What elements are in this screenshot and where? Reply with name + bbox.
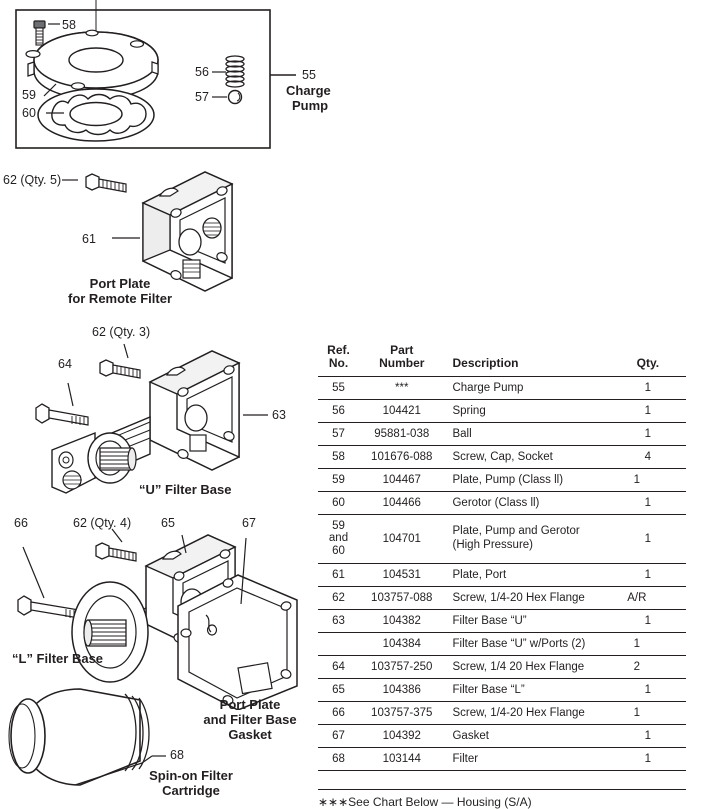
cell-ref-no: 62 [332, 591, 345, 604]
cell-ref-no: 57 [332, 427, 345, 440]
cell-qty: 4 [644, 450, 652, 463]
gerotor-part [38, 89, 154, 141]
table-row [318, 747, 686, 770]
table-row [318, 468, 686, 491]
cell-part-number: 104701 [382, 532, 421, 545]
cell-part-number: 104392 [382, 729, 421, 742]
table-row [318, 701, 686, 724]
cell-part-number: 103757-088 [371, 591, 433, 604]
cell-qty: A/R [627, 591, 647, 604]
cell-qty: 2 [633, 660, 641, 673]
cell-qty: 1 [644, 381, 652, 394]
port-plate-title-line2: for Remote Filter [67, 291, 172, 306]
cell-description: Plate, Port [452, 568, 507, 581]
callout-56: 56 [195, 65, 209, 79]
callout-61: 61 [82, 232, 96, 246]
header-part-line2: Number [379, 356, 425, 371]
cell-part-number: 101676-088 [371, 450, 433, 463]
cell-description: Screw, Cap, Socket [452, 450, 553, 463]
cell-qty: 1 [644, 683, 652, 696]
cell-part-number: 104384 [382, 637, 421, 650]
header-ref-line2: No. [328, 356, 349, 371]
callout-64: 64 [58, 357, 72, 371]
cell-ref-no: 67 [332, 729, 345, 742]
table-row [318, 514, 686, 563]
table-row [318, 724, 686, 747]
cell-ref-no: 66 [332, 706, 345, 719]
u-filter-base-title: “U” Filter Base [139, 482, 232, 497]
table-bottom-rule [318, 770, 686, 771]
header-ref-line1: Ref. [327, 343, 350, 357]
threaded-port-icon [203, 218, 221, 238]
cell-part-number: 103757-250 [371, 660, 433, 673]
cell-qty: 1 [644, 614, 652, 627]
cell-ref-no: 60 [332, 496, 345, 509]
charge-pump-title-line2: Pump [292, 98, 329, 113]
callout-58: 58 [62, 18, 76, 32]
callout-60: 60 [22, 106, 36, 120]
footnote-rule [318, 789, 686, 790]
table-row [318, 655, 686, 678]
cell-description: Filter Base “U” w/Ports (2) [452, 637, 586, 650]
cell-ref-no [318, 632, 359, 655]
cell-ref-no: 63 [332, 614, 345, 627]
cell-qty: 1 [644, 496, 652, 509]
cell-qty: 1 [644, 404, 652, 417]
table-row [318, 399, 686, 422]
header-part-number [359, 340, 444, 376]
cell-qty: 1 [644, 568, 652, 581]
cell-part-number: 104531 [382, 568, 421, 581]
cell-ref-no: 65 [332, 683, 345, 696]
cell-qty: 1 [633, 637, 641, 650]
cell-part-number: 104421 [382, 404, 421, 417]
cell-description: Spring [452, 404, 486, 417]
cell-description: Plate, Pump (Class ll) [452, 473, 564, 486]
leader-64 [68, 383, 73, 406]
cell-ref-no: 56 [332, 404, 345, 417]
callout-67: 67 [242, 516, 256, 530]
header-ref-no [318, 340, 359, 376]
cell-part-number: *** [395, 381, 409, 394]
cell-qty: 1 [644, 752, 652, 765]
cell-description: Charge Pump [452, 381, 524, 394]
cell-qty: 1 [644, 532, 652, 545]
callout-66: 66 [14, 516, 28, 530]
cell-qty: 1 [633, 706, 641, 719]
cell-description: Filter [452, 752, 479, 765]
cell-description: Filter Base “U” [452, 614, 527, 627]
cell-ref-no: 59 [332, 473, 345, 486]
cell-description: Screw, 1/4 20 Hex Flange [452, 660, 585, 673]
cell-part-number: 104466 [382, 496, 421, 509]
port-plate-part [143, 172, 232, 291]
table-row [318, 632, 686, 655]
table-row [318, 422, 686, 445]
leader-62-qty4 [112, 529, 122, 542]
spin-on-filter-title-line2: Cartridge [162, 783, 220, 798]
table-row [318, 678, 686, 701]
cell-description: Ball [452, 427, 472, 440]
spin-on-filter-title-line1: Spin-on Filter [149, 768, 233, 783]
parts-table [318, 340, 686, 771]
table-row [318, 491, 686, 514]
l-filter-base-title: “L” Filter Base [12, 651, 104, 666]
callout-62-qty3: 62 (Qty. 3) [92, 325, 151, 339]
callout-59: 59 [22, 88, 36, 102]
cell-description: Gasket [452, 729, 489, 742]
gasket-title-line1: Port Plate [219, 697, 281, 712]
leader-66 [23, 547, 44, 598]
callout-62-qty4: 62 (Qty. 4) [73, 516, 132, 530]
table-row [318, 376, 686, 399]
cell-description: Screw, 1/4-20 Hex Flange [452, 706, 585, 719]
table-row [318, 445, 686, 468]
cell-description: Plate, Pump and Gerotor (High Pressure) [452, 525, 580, 551]
table-row [318, 563, 686, 586]
cell-description: Filter Base “L” [452, 683, 525, 696]
cell-qty: 1 [633, 473, 641, 486]
callout-63: 63 [272, 408, 286, 422]
footnote-stars: ∗∗∗ [318, 795, 349, 809]
charge-pump-assembly [0, 0, 320, 155]
cell-qty: 1 [644, 729, 652, 742]
cell-ref-no: 68 [332, 752, 345, 765]
cell-ref-no: 59 and 60 [328, 519, 349, 558]
cell-part-number: 103144 [382, 752, 421, 765]
callout-65: 65 [161, 516, 175, 530]
cell-ref-no: 55 [332, 381, 345, 394]
table-header-row [318, 340, 686, 376]
long-bolt-part [36, 404, 88, 425]
footnote-text: See Chart Below — Housing (S/A) [348, 795, 532, 809]
cell-qty: 1 [644, 427, 652, 440]
cell-part-number: 104386 [382, 683, 421, 696]
hex-flange-screw-part [86, 174, 126, 192]
header-description: Description [452, 356, 519, 371]
spring-part [226, 56, 244, 87]
header-part-line1: Part [390, 343, 414, 357]
leader-68 [142, 756, 152, 763]
leader-62-qty3 [124, 344, 128, 358]
gasket-title-line2: and Filter Base [203, 712, 297, 727]
cell-ref-no: 61 [332, 568, 345, 581]
cell-description: Gerotor (Class ll) [452, 496, 540, 509]
cell-ref-no: 64 [332, 660, 345, 673]
callout-62-qty5: 62 (Qty. 5) [3, 173, 62, 187]
ball-part [229, 91, 242, 104]
hex-flange-screw-short-part [100, 360, 140, 378]
cell-ref-no: 58 [332, 450, 345, 463]
cell-description: Screw, 1/4-20 Hex Flange [452, 591, 585, 604]
cell-part-number: 103757-375 [371, 706, 433, 719]
gasket-title-line3: Gasket [228, 727, 272, 742]
cell-part-number: 104467 [382, 473, 421, 486]
cell-part-number: 95881-038 [374, 427, 430, 440]
charge-pump-group-ref: 55 [302, 68, 316, 82]
table-row [318, 609, 686, 632]
cell-part-number: 104382 [382, 614, 421, 627]
header-qty: Qty. [636, 356, 660, 371]
port-plate-title-line1: Port Plate [89, 276, 151, 291]
callout-57: 57 [195, 90, 209, 104]
table-row [318, 586, 686, 609]
hex-flange-screw-l-part [96, 543, 136, 561]
charge-pump-title-line1: Charge [286, 83, 331, 98]
footnote [318, 795, 532, 809]
cap-screw-part [34, 21, 45, 45]
callout-68: 68 [170, 748, 184, 762]
